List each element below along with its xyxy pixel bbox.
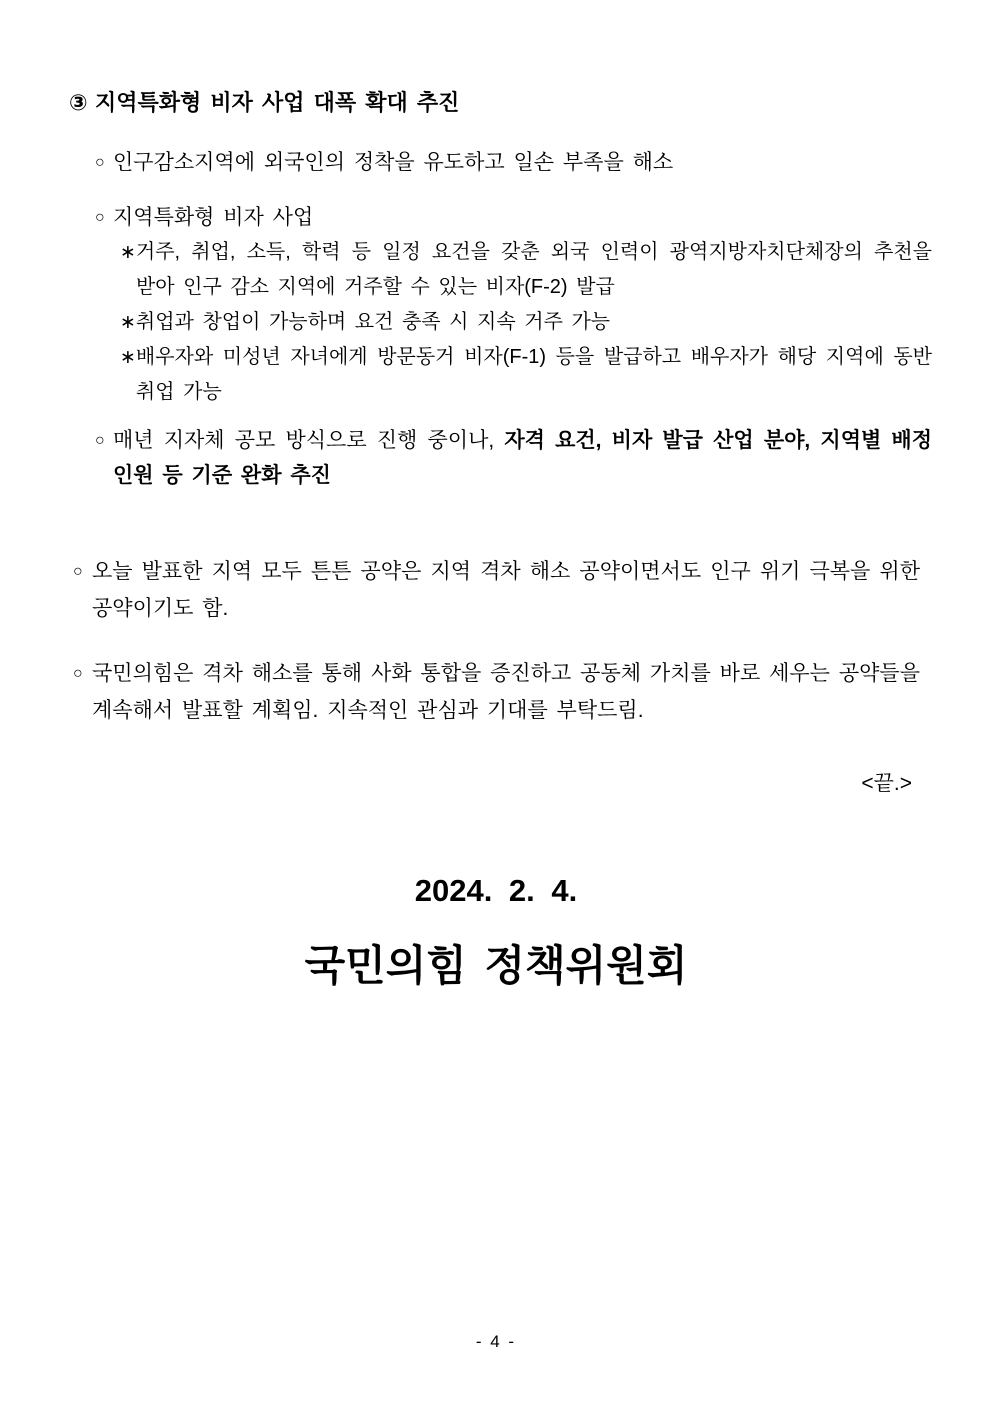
bullet-text-normal: 매년 지자체 공모 방식으로 진행 중이나, (113, 429, 505, 452)
bullet-text: 오늘 발표한 지역 모두 튼튼 공약은 지역 격차 해소 공약이면서도 인구 위기 극복을 위한 공약이기도 함. (92, 560, 920, 620)
signature-committee: 국민의힘 정책위원회 (304, 942, 688, 989)
bullet-text: 지역특화형 비자 사업 (113, 206, 314, 229)
asterisk-bullet-icon: ∗ (120, 347, 136, 368)
end-mark: <끝.> (861, 772, 912, 795)
bullet-item (73, 553, 920, 627)
bullet-item (95, 423, 932, 493)
bullet-text: 국민의힘은 격차 해소를 통해 사화 통합을 증진하고 공동체 가치를 바로 세우는 공약들을 계속해서 발표할 계획임. 지속적인 관심과 기대를 부탁드림. (92, 662, 920, 722)
section-heading-text: 지역특화형 비자 사업 대폭 확대 추진 (95, 90, 460, 115)
sub-bullet-text: 취업과 창업이 가능하며 요건 충족 시 지속 거주 가능 (135, 311, 611, 333)
bullet-item (95, 200, 932, 235)
bullet-item (95, 145, 932, 180)
page-number: - 4 - (475, 1332, 517, 1351)
circle-bullet-icon: ○ (95, 432, 105, 449)
sub-bullet-item (120, 305, 932, 340)
section-heading (69, 88, 932, 118)
sub-bullet-item (120, 235, 932, 305)
circled-number-icon: ③ (69, 90, 88, 115)
document-date: 2024. 2. 4. (414, 873, 578, 908)
asterisk-bullet-icon: ∗ (120, 242, 136, 263)
sub-bullet-text: 거주, 취업, 소득, 학력 등 일정 요건을 갖춘 외국 인력이 광역지방자치단체장의 추천을 받아 인구 감소 지역에 거주할 수 있는 비자(F-2) 발급 (135, 241, 932, 298)
bullet-text: 인구감소지역에 외국인의 정착을 유도하고 일손 부족을 해소 (113, 151, 674, 174)
circle-bullet-icon: ○ (73, 563, 83, 580)
asterisk-bullet-icon: ∗ (120, 312, 136, 333)
circle-bullet-icon: ○ (73, 665, 83, 682)
bullet-item (73, 655, 920, 729)
bullet-text-bold: 자격 요건, 비자 발급 산업 분야, 지역별 배정 인원 등 기준 완화 추진 (113, 429, 932, 487)
sub-bullet-item (120, 340, 932, 410)
sub-bullet-text: 배우자와 미성년 자녀에게 방문동거 비자(F-1) 등을 발급하고 배우자가 해당 지역에 동반 취업 가능 (135, 346, 932, 403)
circle-bullet-icon: ○ (95, 154, 105, 171)
bullet-text (113, 423, 932, 493)
circle-bullet-icon: ○ (95, 209, 105, 226)
